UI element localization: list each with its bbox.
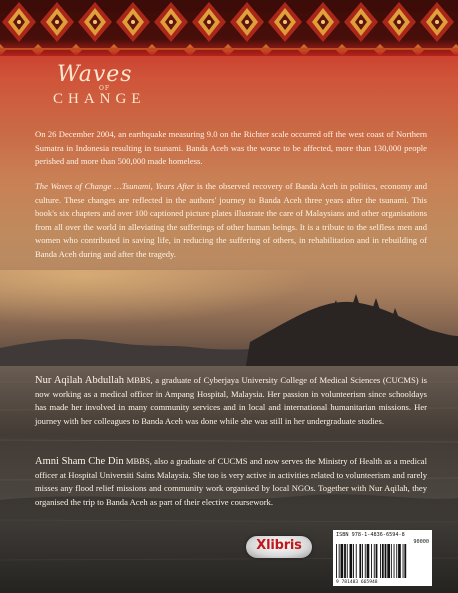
summary-paragraph (35, 180, 427, 262)
publisher-logo (246, 536, 312, 558)
isbn-number: ISBN 978-1-4836-6594-8 (336, 532, 405, 538)
decorative-pattern-band (0, 0, 458, 56)
book-title-italic: The Waves of Change …Tsunami, Years After (35, 181, 195, 191)
author-name: Amni Sham Che Din (35, 456, 124, 467)
barcode-bars (336, 544, 429, 578)
publisher-logo-text: Xlibris (256, 538, 302, 553)
author-bio-text: MBBS, also a graduate of CUCMS and now serves the Ministry of Health as a medical officer at Hospital Universiti Sains Malaysia. She too is very active in activities related to volunteerism and rarely misses any flood relief missions and community work organised by local NGOs. Together with Nur Aqilah, they organised the trip to Banda Aceh as part of their elective coursework. (35, 456, 427, 507)
author-name: Nur Aqilah Abdullah (35, 375, 124, 386)
title-waves: Waves (57, 62, 133, 87)
author-bio-1 (35, 374, 427, 428)
book-title (53, 62, 173, 108)
intro-paragraph (35, 128, 427, 169)
barcode-digits: 9 781483 665948 (336, 580, 378, 585)
title-change: CHANGE (53, 91, 146, 107)
isbn-barcode (333, 530, 432, 586)
author-bio-2 (35, 455, 427, 509)
title-of: OF (99, 85, 111, 92)
summary-text: is the observed recovery of Banda Aceh in politics, economy and culture. These changes are reflected in the authors' journey to Banda Aceh three years after the tsunami. This book's six chapters and over 100 captioned picture plates illustrate the care of Malaysians and other organisations from all over the world in alleviating the sufferings of other human beings. It is a tribute to the selfless men and women who contributed in saving life, in reducing the suffering of others, in rehabilitation and in rebuilding of Banda Aceh during and after the tragedy. (35, 181, 427, 259)
price-code: 90000 (413, 539, 429, 545)
intro-text: On 26 December 2004, an earthquake measuring 9.0 on the Richter scale occurred off the west coast of Northern Sumatra in Indonesia resulting in tsunami. Banda Aceh was the worse to be affected, more than 130,000 people perished and more than 500,000 made homeless. (35, 129, 427, 167)
author-bio-text: MBBS, a graduate of Cyberjaya University College of Medical Sciences (CUCMS) is now working as a medical officer in Ampang Hospital, Malaysia. Her passion in volunteerism since schooldays has made her involved in many community services and in local and international humanitarian missions. Her journey with her colleagues to Banda Aceh was done while she was still in her undergraduate studies. (35, 375, 428, 426)
